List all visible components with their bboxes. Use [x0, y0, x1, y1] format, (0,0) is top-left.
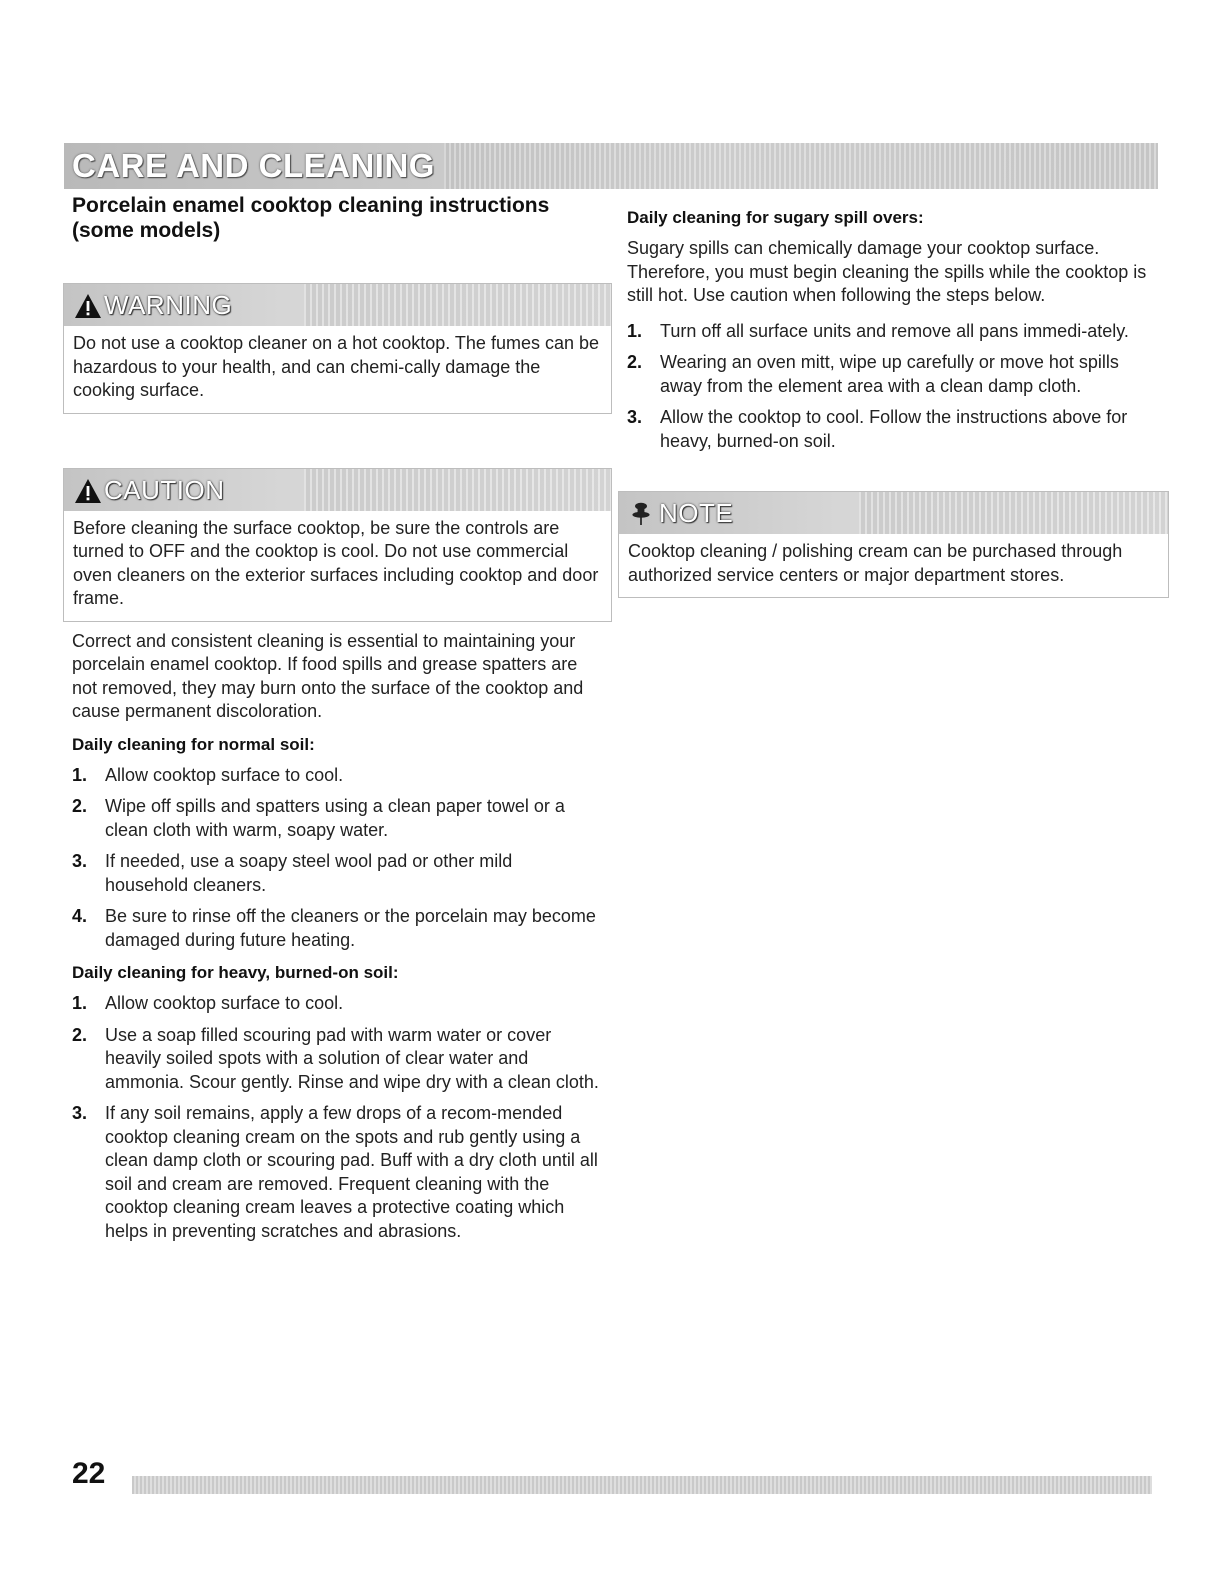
- warning-box: [63, 283, 612, 414]
- note-label: NOTE: [659, 498, 734, 528]
- intro-paragraph: Correct and consistent cleaning is essential to maintaining your porcelain enamel cooktop. If food spills and grease spatters are not removed, they may burn onto the surface of the cooktop and cause permanent discoloration.: [72, 630, 584, 721]
- section-title: CARE AND CLEANING: [72, 147, 435, 184]
- note-header: [619, 492, 1168, 534]
- section-header-bar: [64, 143, 1158, 189]
- warning-label: WARNING: [104, 290, 233, 320]
- list-item: 3. If any soil remains, apply a few drops of a recom-mended cooktop cleaning cream on the spots and rub gently using a clean damp cloth or scouring pad. Buff with a dry cloth until all soil and cream are removed. Frequent cleaning with the cooktop cleaning cream leaves a protective coating which helps in preventing scratches and abrasions.: [72, 1103, 598, 1241]
- list-item: 1. Allow cooktop surface to cool.: [72, 993, 344, 1013]
- sugary-spill-steps: [627, 320, 1157, 454]
- list-item: 4. Be sure to rinse off the cleaners or the porcelain may become damaged during future heating.: [72, 906, 596, 950]
- caution-label: CAUTION: [104, 474, 225, 505]
- footer-rule: [132, 1476, 1152, 1494]
- list-item: 3. Allow the cooktop to cool. Follow the instructions above for heavy, burned-on soil.: [627, 407, 1128, 451]
- note-box: [618, 491, 1169, 598]
- list-item: 2. Wipe off spills and spatters using a clean paper towel or a clean cloth with warm, soapy water.: [72, 796, 565, 840]
- right-column: [627, 193, 1157, 598]
- warning-text: Do not use a cooktop cleaner on a hot cooktop. The fumes can be hazardous to your health, and can chemi-cally damage the cooking surface.: [73, 333, 600, 400]
- sugary-spill-heading: Daily cleaning for sugary spill overs:: [627, 208, 924, 227]
- heavy-soil-steps: [72, 992, 600, 1243]
- normal-soil-steps: [72, 764, 600, 953]
- list-item: 1. Allow cooktop surface to cool.: [72, 764, 344, 785]
- list-item: 1. Turn off all surface units and remove all pans immedi-ately.: [627, 320, 1129, 341]
- heavy-soil-heading: Daily cleaning for heavy, burned-on soil:: [72, 963, 399, 982]
- sugary-intro: Sugary spills can chemically damage your cooktop surface. Therefore, you must begin cleaning the spills while the cooktop is still hot. Use caution when following the steps below.: [627, 238, 1147, 305]
- caution-box: [63, 468, 612, 622]
- normal-soil-heading: Daily cleaning for normal soil:: [72, 734, 315, 754]
- left-column: [72, 193, 600, 1251]
- caution-header: [64, 469, 611, 511]
- warning-header: [64, 284, 611, 326]
- pushpin-icon: [629, 498, 653, 528]
- page-number: 22: [72, 1457, 106, 1490]
- page-subtitle: Porcelain enamel cooktop cleaning instructions (some models): [72, 194, 550, 242]
- list-item: 2. Wearing an oven mitt, wipe up carefully or move hot spills away from the element area with a clean damp cloth.: [627, 352, 1119, 396]
- caution-text: Before cleaning the surface cooktop, be sure the controls are turned to OFF and the cooktop is cool. Do not use commercial oven cleaners on the exterior surfaces including cooktop and door frame.: [73, 517, 599, 608]
- warning-triangle-icon: [74, 478, 102, 504]
- list-item: 3. If needed, use a soapy steel wool pad or other mild household cleaners.: [72, 851, 513, 895]
- note-text: Cooktop cleaning / polishing cream can be purchased through authorized service centers or major department stores.: [628, 541, 1123, 585]
- warning-triangle-icon: [74, 293, 102, 319]
- list-item: 2. Use a soap filled scouring pad with warm water or cover heavily soiled spots with a solution of clear water and ammonia. Scour gently. Rinse and wipe dry with a clean cloth.: [72, 1024, 599, 1092]
